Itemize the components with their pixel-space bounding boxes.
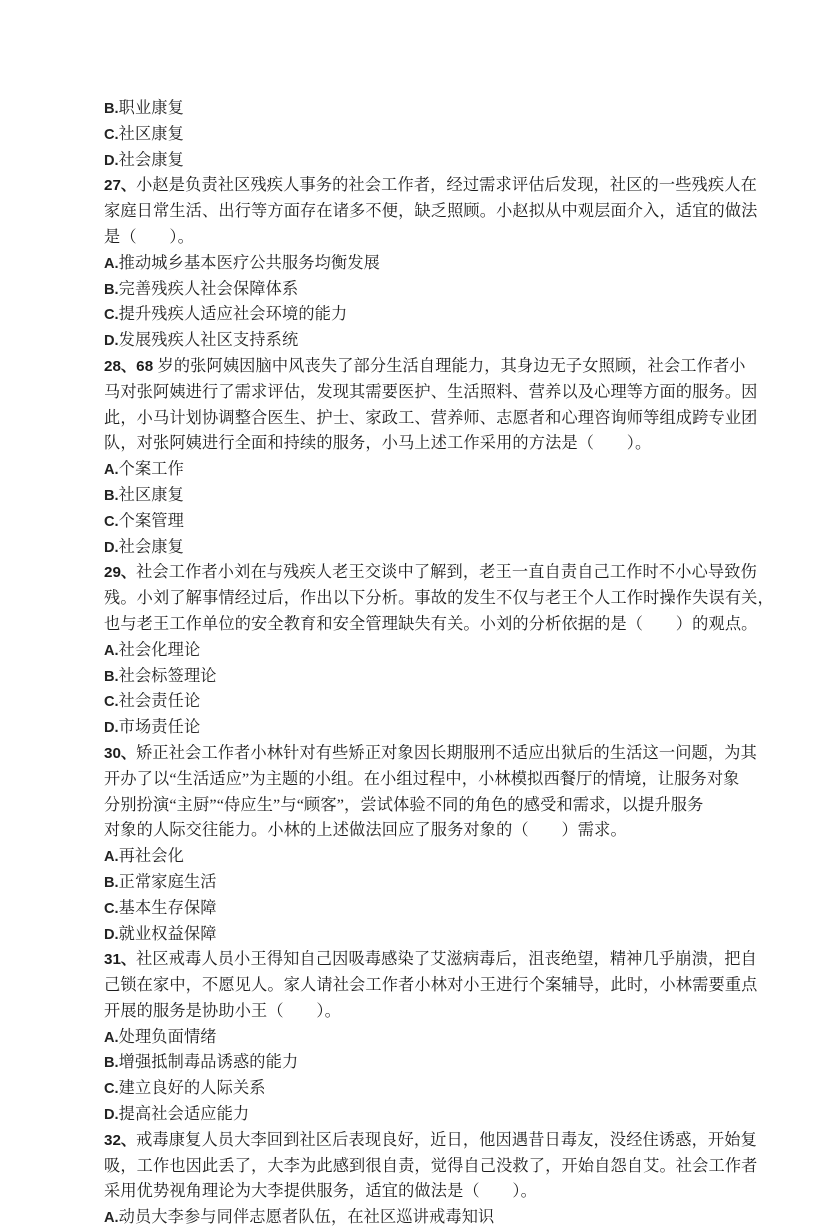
option-letter: D <box>104 1107 115 1124</box>
option-letter-separator: . <box>114 642 119 659</box>
line-text: 社区戒毒人员小王得知自己因吸毒感染了艾滋病毒后，沮丧绝望，精神几乎崩溃，把自 <box>136 950 757 969</box>
option-letter-separator: . <box>114 900 119 917</box>
option-letter-separator: . <box>114 101 119 117</box>
option-letter-separator: . <box>114 694 119 711</box>
question-stem-line <box>104 173 757 199</box>
option-letter: A <box>104 1029 115 1046</box>
question-number-separator: 、 <box>120 177 137 195</box>
option-letter: B <box>104 1055 115 1072</box>
answer-option-line <box>104 535 732 561</box>
line-text: 社会康复 <box>118 150 184 169</box>
line-text: 推动城乡基本医疗公共服务均衡发展 <box>118 253 381 272</box>
option-letter-separator: . <box>114 307 119 324</box>
line-text: 基本生存保障 <box>118 898 217 917</box>
question-stem-line <box>104 612 758 638</box>
answer-option-line <box>104 328 732 354</box>
answer-option-line <box>104 715 732 741</box>
line-text: 个案工作 <box>118 460 184 479</box>
option-letter: D <box>104 926 115 943</box>
answer-option-line <box>104 638 732 664</box>
question-number: 28 <box>104 357 121 375</box>
answer-option-line <box>104 870 732 896</box>
option-letter-separator: . <box>114 487 119 504</box>
question-stem-line <box>104 947 757 973</box>
line-text: 戒毒康复人员大李回到社区后表现良好，近日，他因遇昔日毒友，没经住诱惑，开始复 <box>136 1130 757 1149</box>
question-stem-line <box>104 560 757 586</box>
option-letter-separator: . <box>114 1055 119 1072</box>
question-stem-line <box>104 380 758 406</box>
option-letter-separator: . <box>114 126 119 143</box>
question-stem-line <box>104 767 740 793</box>
question-number: 27 <box>104 177 121 195</box>
line-text: 残。小刘了解事情经过后，作出以下分析。事故的发生不仅与老王个人工作时操作失误有关， <box>104 589 774 608</box>
line-text: 小赵是负责社区残疾人事务的社会工作者，经过需求评估后发现，社区的一些残疾人在 <box>136 176 757 195</box>
option-letter: A <box>104 642 115 659</box>
line-text: 己锁在家中，不愿见人。家人请社会工作者小林对小王进行个案辅导，此时，小林需要重点 <box>104 976 758 995</box>
option-letter: C <box>104 694 115 711</box>
option-letter-separator: . <box>114 849 119 866</box>
option-letter-separator: . <box>114 539 119 556</box>
option-letter-separator: . <box>114 926 119 943</box>
question-stem-line <box>104 1128 757 1154</box>
line-text: 发展残疾人社区支持系统 <box>118 331 299 350</box>
question-stem-line <box>104 1154 758 1180</box>
line-text: 动员大李参与同伴志愿者队伍，在社区巡讲戒毒知识 <box>118 1208 495 1227</box>
line-text: 就业权益保障 <box>118 924 217 943</box>
answer-option-line <box>104 1205 732 1231</box>
line-text: 社会责任论 <box>118 692 201 711</box>
question-stem-line <box>104 431 732 457</box>
line-text: 社会康复 <box>118 537 184 556</box>
line-text: 开办了以“生活适应”为主题的小组。在小组过程中，小林模拟西餐厅的情境，让服务对象 <box>104 769 740 788</box>
question-text-column <box>104 96 774 1231</box>
option-letter: D <box>104 539 115 556</box>
line-text: 建立良好的人际关系 <box>118 1079 266 1098</box>
option-letter: C <box>104 1081 115 1098</box>
line-text: 再社会化 <box>118 847 184 866</box>
answer-option-line <box>104 509 732 535</box>
line-text: 社区康复 <box>118 485 184 504</box>
option-letter-separator: . <box>114 281 119 298</box>
option-letter-separator: . <box>114 1029 119 1046</box>
question-stem-line <box>104 225 732 251</box>
question-stem-line <box>104 793 732 819</box>
question-stem-line <box>104 199 758 225</box>
line-text: 正常家庭生活 <box>118 872 217 891</box>
answer-option-line <box>104 896 732 922</box>
answer-option-line <box>104 302 732 328</box>
question-number-separator: 、 <box>120 744 137 762</box>
option-letter: B <box>104 281 115 298</box>
answer-option-line <box>104 689 732 715</box>
question-stem-line <box>104 818 732 844</box>
question-stem-line <box>104 354 746 380</box>
option-letter: A <box>104 255 115 272</box>
line-text: 处理负面情绪 <box>118 1027 217 1046</box>
line-text: 社会标签理论 <box>118 666 217 685</box>
option-letter-separator: . <box>114 1210 119 1227</box>
line-text: 吸，工作也因此丢了，大李为此感到很自责，觉得自己没救了，开始自怨自艾。社会工作者 <box>104 1156 758 1175</box>
option-letter: D <box>104 152 115 169</box>
question-stem-line <box>104 973 758 999</box>
question-number-separator: 、 <box>120 357 137 375</box>
line-text: 此，小马计划协调整合医生、护士、家政工、营养师、志愿者和心理咨询师等组成跨专业团 <box>104 408 758 427</box>
option-letter-separator: . <box>114 1107 119 1124</box>
question-stem-line <box>104 406 758 432</box>
answer-option-line <box>104 148 732 174</box>
question-number-separator: 、 <box>120 1131 137 1149</box>
answer-option-line <box>104 1050 732 1076</box>
option-letter: C <box>104 513 115 530</box>
answer-option-line <box>104 664 732 690</box>
answer-option-line <box>104 96 732 122</box>
option-letter: C <box>104 307 115 324</box>
line-text: 采用优势视角理论为大李提供服务，适宜的做法是（ ）。 <box>104 1182 538 1201</box>
question-stem-line <box>104 1179 732 1205</box>
option-letter-separator: . <box>114 152 119 169</box>
option-letter: A <box>104 849 115 866</box>
option-letter: B <box>104 101 115 117</box>
answer-option-line <box>104 922 732 948</box>
option-letter-separator: . <box>114 462 119 479</box>
option-letter: C <box>104 900 115 917</box>
answer-option-line <box>104 457 732 483</box>
line-text: 马对张阿姨进行了需求评估，发现其需要医护、生活照料、营养以及心理等方面的服务。因 <box>104 382 758 401</box>
option-letter-separator: . <box>114 333 119 350</box>
answer-option-line <box>104 1076 732 1102</box>
answer-option-line <box>104 251 732 277</box>
option-letter: D <box>104 720 115 737</box>
line-text: 也与老王工作单位的安全教育和安全管理缺失有关。小刘的分析依据的是（ ）的观点。 <box>104 614 758 633</box>
question-number-separator: 、 <box>120 951 137 969</box>
question-number-separator: 、 <box>120 564 137 582</box>
option-letter: B <box>104 668 115 685</box>
line-text: 社区康复 <box>118 124 184 143</box>
line-text: 社会化理论 <box>118 640 201 659</box>
answer-option-line <box>104 483 732 509</box>
option-letter: B <box>104 874 115 891</box>
option-letter-separator: . <box>114 255 119 272</box>
option-letter-separator: . <box>114 668 119 685</box>
option-letter: A <box>104 1210 115 1227</box>
line-text: 矫正社会工作者小林针对有些矫正对象因长期服刑不适应出狱后的生活这一问题，为其 <box>136 743 757 762</box>
line-text: 队，对张阿姨进行全面和持续的服务，小马上述工作采用的方法是（ ）。 <box>104 434 652 453</box>
question-stem-line <box>104 586 774 612</box>
answer-option-line <box>104 122 732 148</box>
option-letter: D <box>104 333 115 350</box>
option-letter: A <box>104 462 115 479</box>
line-text: 分别扮演“主厨”“侍应生”与“顾客”，尝试体验不同的角色的感受和需求，以提升服务 <box>104 795 704 814</box>
line-text: 个案管理 <box>118 511 184 530</box>
question-number: 30 <box>104 744 121 762</box>
line-text: 是（ ）。 <box>104 227 194 246</box>
line-text: 开展的服务是协助小王（ ）。 <box>104 1001 341 1020</box>
option-letter-separator: . <box>114 1081 119 1098</box>
option-letter: B <box>104 487 115 504</box>
option-letter-separator: . <box>114 720 119 737</box>
answer-option-line <box>104 1025 732 1051</box>
line-text: 市场责任论 <box>118 718 201 737</box>
line-text: 完善残疾人社会保障体系 <box>118 279 299 298</box>
question-number: 32 <box>104 1131 121 1149</box>
line-text: 社会工作者小刘在与残疾人老王交谈中了解到，老王一直自责自己工作时不小心导致伤 <box>136 563 757 582</box>
answer-option-line <box>104 1102 732 1128</box>
option-letter-separator: . <box>114 874 119 891</box>
question-stem-line <box>104 999 732 1025</box>
line-text: 对象的人际交往能力。小林的上述做法回应了服务对象的（ ）需求。 <box>104 821 627 840</box>
line-text: 提升残疾人适应社会环境的能力 <box>118 305 348 324</box>
line-text: 提高社会适应能力 <box>118 1105 250 1124</box>
question-number: 31 <box>104 951 121 969</box>
line-text: 增强抵制毒品诱惑的能力 <box>118 1053 299 1072</box>
line-text: 职业康复 <box>118 99 184 117</box>
question-stem-line <box>104 741 757 767</box>
question-number: 29 <box>104 564 121 582</box>
option-letter: C <box>104 126 115 143</box>
line-text: 岁的张阿姨因脑中风丧失了部分生活自理能力，其身边无子女照顾，社会工作者小 <box>153 356 746 375</box>
option-letter-separator: . <box>114 513 119 530</box>
answer-option-line <box>104 277 732 303</box>
line-text: 家庭日常生活、出行等方面存在诸多不便，缺乏照顾。小赵拟从中观层面介入，适宜的做法 <box>104 202 758 221</box>
answer-option-line <box>104 844 732 870</box>
inline-number: 68 <box>136 357 154 375</box>
